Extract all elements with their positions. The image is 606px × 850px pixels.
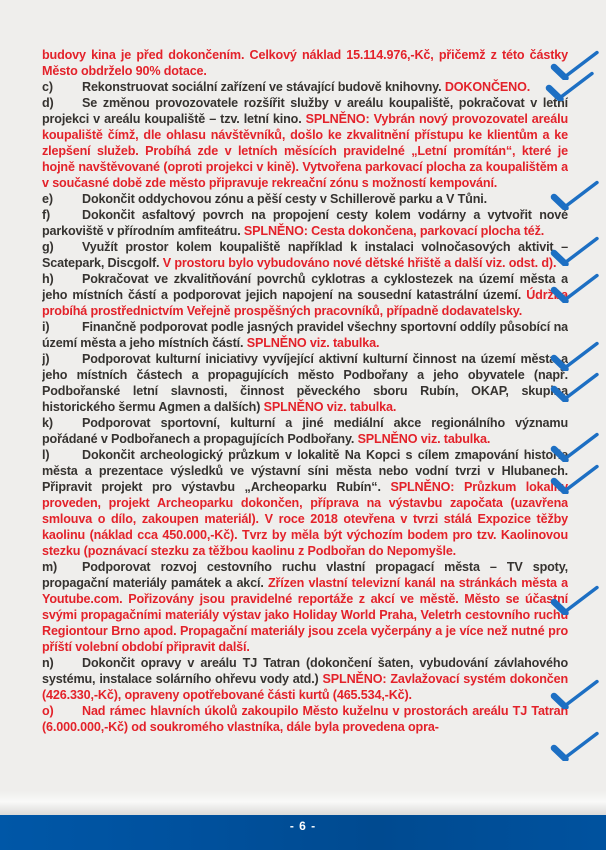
text-segment: Dokončit archeologický průzkum v lokalitě Na Kopci s cílem zmapování historie města a prezentace výsledků ve výstavní síni města nebo vodní tvrzi v Hlubanech. Připravit projekt pro výstavbu „Archeoparku Rubín“.	[42, 448, 568, 494]
paragraph	[42, 319, 568, 351]
item-label: f)	[42, 208, 51, 222]
paragraph	[42, 655, 568, 703]
text-segment: SPLNĚNO: Cesta dokončena, parkovací plocha též.	[243, 224, 545, 238]
text-segment: budovy kina je před dokončením. Celkový náklad 15.114.976,-Kč, přičemž z této částky Město obdrželo 90% dotace.	[42, 48, 568, 78]
paragraph	[42, 271, 568, 319]
paragraph	[42, 703, 568, 735]
text-segment: DOKONČENO.	[444, 80, 531, 94]
paragraph	[42, 447, 568, 559]
text-segment: Dokončit asfaltový povrch na propojení cesty kolem vodárny a vytvořit nové parkoviště v přírodním amfiteátru.	[42, 208, 568, 238]
text-segment: Nad rámec hlavních úkolů zakoupilo Město kuželnu v prostorách areálu TJ Tatran (6.000.000,-Kč) od soukromého vlastníka, dále byla provedena opra-	[42, 704, 568, 734]
text-segment: SPLNĚNO: Zavlažovací systém dokončen (426.330,-Kč), opraveny opotřebované části kurtů (465.534,-Kč).	[42, 672, 568, 702]
text-segment: Dokončit opravy v areálu TJ Tatran (dokončení šaten, vybudování závlahového systému, instalace solárního ohřevu vody atd.)	[42, 656, 568, 686]
text-segment: V prostoru bylo vybudováno nové dětské hřiště a další viz. odst. d).	[162, 256, 557, 270]
paragraph	[42, 191, 568, 207]
paragraph	[42, 95, 568, 191]
item-label: k)	[42, 416, 53, 430]
paragraph	[42, 47, 568, 79]
paragraph	[42, 79, 568, 95]
paragraph	[42, 351, 568, 415]
item-label: j)	[42, 352, 50, 366]
text-segment: SPLNĚNO viz. tabulka.	[357, 432, 491, 446]
item-label: g)	[42, 240, 54, 254]
text-segment: Dokončit oddychovou zónu a pěší cesty v Schillerově parku a V Tůni.	[82, 192, 487, 206]
text-segment: Podporovat kulturní iniciativy vyvíjející aktivní kulturní činnost na území města a jeho místních částech a propagujících město Podbořany a jeho obyvatele (např. Podbořanské letní slavnosti, činnost pěveckého sboru Rubín, OKAP, skupina historického šermu Agmen a dalších)	[42, 352, 568, 414]
text-segment: Využít prostor kolem koupaliště například k instalaci volnočasových aktivit – Scatepark, Discgolf.	[42, 240, 568, 270]
footer-bar	[0, 815, 606, 850]
footer-fade	[0, 791, 606, 815]
item-label: e)	[42, 192, 53, 206]
text-segment: SPLNĚNO viz. tabulka.	[246, 336, 380, 350]
document-body	[42, 47, 568, 805]
text-segment: Údržba probíhá prostřednictvím Veřejně prospěšných pracovníků, případně dodavatelsky.	[42, 288, 568, 318]
text-segment: Zřízen vlastní televizní kanál na stránkách města a Youtube.com. Pořizovány jsou pravidelné reportáže z akcí ve městě. Město se účastní svými propagačními materiály výstav jako Holiday World Praha, Veletrh cestovního ruchu Regiontour Brno apod. Propagační materiály jsou zcela vyčerpány a je více než nutné pro příští volební období připravit další.	[42, 576, 568, 654]
page-number: - 6 -	[289, 819, 317, 833]
text-segment: Se změnou provozovatele rozšířit služby v areálu koupaliště, pokračovat v letní projekci v areálu koupaliště – tzv. letní kino.	[42, 96, 568, 126]
item-label: o)	[42, 704, 54, 718]
text-segment: Podporovat sportovní, kulturní a jiné mediální akce regionálního významu pořádané v Podbořanech a propagujících Podbořany.	[42, 416, 568, 446]
item-label: l)	[42, 448, 50, 462]
paragraph	[42, 415, 568, 447]
text-segment: SPLNĚNO viz. tabulka.	[263, 400, 397, 414]
text-segment: Pokračovat ve zkvalitňování povrchů cyklotras a cyklostezek na území města a jeho místních částí a podporovat jejich napojení na sousední katastrální území.	[42, 272, 568, 302]
text-segment: SPLNĚNO: Vybrán nový provozovatel areálu koupaliště čímž, dle ohlasu návštěvníků, došlo ke zkvalitnění přístupu ke klientům a ke zlepšení služeb. Probíhá zde v letních měsících pravidelné „Letní promítán“, které je hojně navštěvované (oproti projekci v kině). Vytvořena parkovací plocha za koupalištěm a v současné době zde město připravuje rekreační zónu s možností kempování.	[42, 112, 568, 190]
text-segment: Podporovat rozvoj cestovního ruchu vlastní propagací města – TV spoty, propagační materiály památek a akcí.	[42, 560, 568, 590]
item-label: n)	[42, 656, 54, 670]
item-label: m)	[42, 560, 58, 574]
item-label: h)	[42, 272, 54, 286]
paragraph	[42, 239, 568, 271]
item-label: d)	[42, 96, 54, 110]
item-label: i)	[42, 320, 50, 334]
text-segment: SPLNĚNO: Průzkum lokality proveden, projekt Archeoparku dokončen, příprava na výstavbu započata (uzavřena smlouva o dílo, zakoupen materiál). V roce 2018 otevřena v tvrzi stálá Expozice těžby kaolinu (náklad cca 450.000,-Kč). Tvrz by měla být výchozím bodem pro tzv. Kaolinovou stezku (poznávací stezku za těžbou kaolinu z Podbořan do Nepomyšle.	[42, 480, 568, 558]
text-segment: Rekonstruovat sociální zařízení ve stávající budově knihovny.	[82, 80, 445, 94]
paragraph	[42, 207, 568, 239]
text-segment: Finančně podporovat podle jasných pravidel všechny sportovní oddíly působící na území města a jeho místních částí.	[42, 320, 568, 350]
item-label: c)	[42, 80, 53, 94]
paragraph	[42, 559, 568, 655]
